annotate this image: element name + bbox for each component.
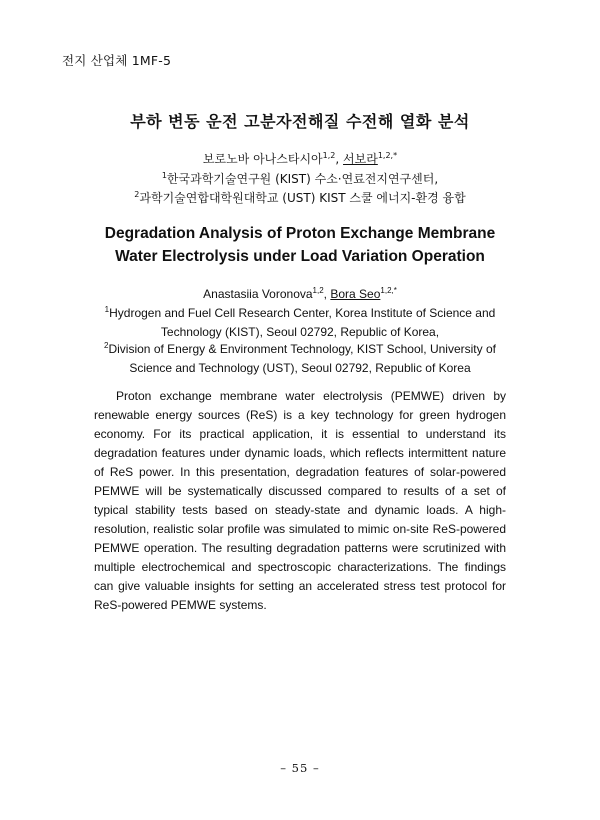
english-authors xyxy=(0,287,600,301)
english-affiliation-2 xyxy=(95,340,505,377)
session-label: 전지 산업체 1MF-5 xyxy=(62,53,172,68)
korean-aff-2-text: 과학기술연합대학원대학교 (UST) KIST 스쿨 에너지-환경 융합 xyxy=(139,191,466,205)
english-affiliation-1 xyxy=(95,304,505,341)
abstract-body: Proton exchange membrane water electrolysis (PEMWE) driven by renewable energy sources (ReS) is a key technology for green hydrogen economy. For its practical application, it is essential to understand its degradation features under dynamic loads, which reflects intermittent nature of ReS power. In this presentation, degradation features of solar-powered PEMWE will be systematically discussed compared to results of a set of typical stability tests based on steady-state and dynamic loads. A high-resolution, realistic solar profile was simulated to mimic on-site ReS-powered PEMWE operation. The resulting degradation patterns were scrutinized with multiple electrochemical and spectroscopic characterizations. The findings can give valuable insights for setting an accelerated stress test protocol for ReS-powered PEMWE systems. xyxy=(94,389,506,612)
korean-affiliation-1 xyxy=(0,170,600,187)
english-title xyxy=(0,222,600,268)
page-number: – 55 – xyxy=(280,761,320,775)
korean-author-2-sup: 1,2,* xyxy=(377,151,398,160)
english-aff-1-text: Hydrogen and Fuel Cell Research Center, Korea Institute of Science and Technology (KIST), Seoul 02792, Republic of Korea, xyxy=(109,306,496,339)
korean-title: 부하 변동 운전 고분자전해질 수전해 열화 분석 xyxy=(130,112,470,131)
korean-aff-1-sup: 1 xyxy=(161,171,167,180)
english-author-2: Bora Seo xyxy=(330,287,381,301)
english-author-1: Anastasiia Voronova xyxy=(203,287,313,301)
korean-authors xyxy=(0,150,600,167)
korean-author-1-sup: 1,2 xyxy=(322,151,336,160)
korean-affiliation-2 xyxy=(0,189,600,206)
english-author-2-sup: 1,2,* xyxy=(380,286,397,295)
english-title-line-1: Degradation Analysis of Proton Exchange Membrane xyxy=(104,225,496,242)
english-aff-2-text: Division of Energy & Environment Technology, KIST School, University of Science and Technology (UST), Seoul 02792, Republic of Korea xyxy=(108,342,496,375)
english-title-line-2: Water Electrolysis under Load Variation Operation xyxy=(115,248,485,265)
korean-aff-1-text: 한국과학기술연구원 (KIST) 수소·연료전지연구센터, xyxy=(166,172,439,186)
korean-aff-2-sup: 2 xyxy=(134,190,140,199)
english-aff-1-sup: 1 xyxy=(104,305,110,314)
english-author-sep: , xyxy=(323,287,331,301)
korean-author-2: 서보라 xyxy=(343,152,378,166)
korean-author-1: 보로노바 아나스타시아 xyxy=(202,152,323,166)
english-aff-2-sup: 2 xyxy=(104,341,109,350)
english-author-1-sup: 1,2 xyxy=(312,286,324,295)
korean-author-sep: , xyxy=(335,152,344,166)
